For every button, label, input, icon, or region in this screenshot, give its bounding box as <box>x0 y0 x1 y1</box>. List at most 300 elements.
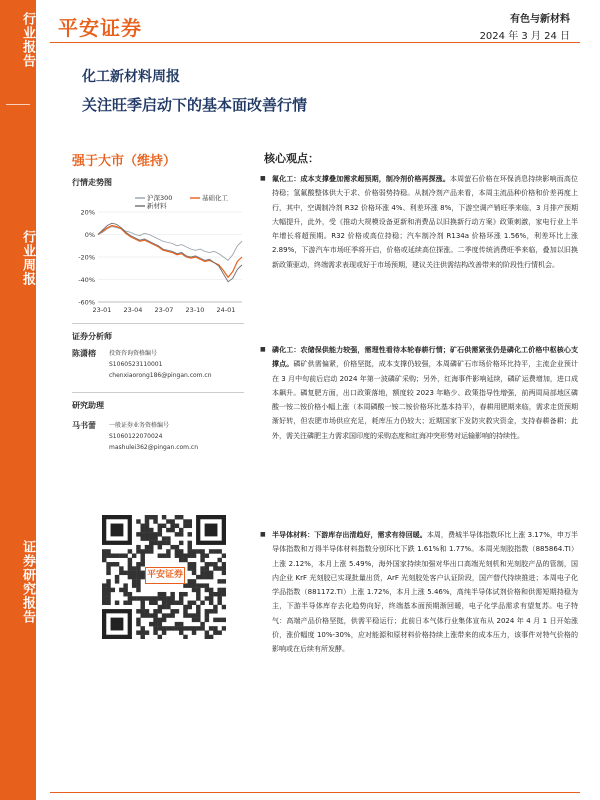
qr-module <box>183 613 187 617</box>
qr-module <box>192 579 196 583</box>
qr-module <box>209 635 213 639</box>
qr-module <box>209 609 213 613</box>
qr-module <box>209 571 213 575</box>
qr-module <box>140 562 144 566</box>
qr-module <box>170 596 174 600</box>
logo: 平安证券 <box>58 16 142 40</box>
qr-module <box>170 519 174 523</box>
qr-module <box>123 583 127 587</box>
qr-module <box>179 622 183 626</box>
qr-module <box>145 519 149 523</box>
sidebar-band <box>0 0 36 800</box>
analyst-license-label: 投资咨询资格编号 <box>109 350 158 357</box>
qr-module <box>192 626 196 630</box>
paragraph-phosphorus <box>260 343 579 443</box>
qr-module <box>162 618 166 622</box>
qr-module <box>140 558 144 562</box>
qr-module <box>196 626 200 630</box>
qr-module <box>123 601 127 605</box>
qr-module <box>188 549 192 553</box>
qr-module <box>166 553 170 557</box>
qr-module <box>140 524 144 528</box>
qr-module <box>196 549 200 553</box>
qr-module <box>166 541 170 545</box>
qr-module <box>149 596 153 600</box>
qr-module <box>188 613 192 617</box>
qr-module <box>192 601 196 605</box>
qr-module <box>205 613 209 617</box>
qr-module <box>200 622 204 626</box>
qr-module <box>106 601 110 605</box>
qr-module <box>145 596 149 600</box>
qr-module <box>140 609 144 613</box>
qr-module <box>162 515 166 519</box>
qr-module <box>205 566 209 570</box>
qr-module <box>140 528 144 532</box>
qr-module <box>205 588 209 592</box>
qr-module <box>162 613 166 617</box>
qr-module <box>136 532 140 536</box>
qr-module <box>149 622 153 626</box>
qr-module <box>205 553 209 557</box>
series-line <box>98 227 242 261</box>
qr-module <box>115 553 119 557</box>
qr-module <box>209 562 213 566</box>
qr-module <box>102 592 106 596</box>
legend-label: 沪深300 <box>147 194 173 202</box>
qr-module <box>153 626 157 630</box>
qr-module <box>222 626 226 630</box>
qr-module <box>115 601 119 605</box>
qr-module <box>102 596 106 600</box>
qr-module <box>136 545 140 549</box>
qr-module <box>192 549 196 553</box>
qr-module <box>188 579 192 583</box>
qr-module <box>166 536 170 540</box>
qr-module <box>136 618 140 622</box>
qr-module <box>136 630 140 634</box>
qr-module <box>158 532 162 536</box>
qr-module <box>200 558 204 562</box>
qr-module <box>149 528 153 532</box>
qr-module <box>136 519 140 523</box>
qr-module <box>136 588 140 592</box>
qr-module <box>153 515 157 519</box>
bullet-icon: ■ <box>260 346 266 353</box>
qr-module <box>162 626 166 630</box>
y-tick-label: 20% <box>80 208 95 217</box>
qr-module <box>119 588 123 592</box>
qr-module <box>196 588 200 592</box>
qr-module <box>170 592 174 596</box>
qr-module <box>175 524 179 528</box>
qr-module <box>140 605 144 609</box>
qr-module <box>175 553 179 557</box>
qr-module <box>196 583 200 587</box>
qr-module <box>196 596 200 600</box>
qr-module <box>158 622 162 626</box>
qr-module <box>170 524 174 528</box>
qr-module <box>145 532 149 536</box>
qr-module <box>192 553 196 557</box>
qr-module <box>149 545 153 549</box>
qr-module <box>209 575 213 579</box>
qr-module <box>205 609 209 613</box>
qr-module <box>196 609 200 613</box>
qr-module <box>179 558 183 562</box>
qr-module <box>170 609 174 613</box>
chart-section-label: 行情走势图 <box>72 178 112 187</box>
qr-module <box>132 575 136 579</box>
analysts-section-label: 证券分析师 <box>72 332 112 341</box>
qr-module <box>217 630 221 634</box>
analyst-name: 陈潇榕 <box>72 349 96 358</box>
qr-module <box>106 549 110 553</box>
qr-module <box>162 553 166 557</box>
qr-module <box>132 579 136 583</box>
paragraph-fluorine <box>260 172 579 272</box>
qr-module <box>102 558 106 562</box>
qr-module <box>149 515 153 519</box>
qr-module <box>158 545 162 549</box>
sidebar-label-report-type: 行业报告 <box>20 12 35 68</box>
qr-module <box>145 630 149 634</box>
qr-module <box>170 626 174 630</box>
qr-module <box>192 618 196 622</box>
qr-module <box>136 622 140 626</box>
footer-rule <box>50 792 580 793</box>
qr-module <box>115 562 119 566</box>
qr-module <box>136 562 140 566</box>
qr-module <box>200 626 204 630</box>
qr-module <box>209 549 213 553</box>
qr-module <box>153 613 157 617</box>
qr-module <box>179 592 183 596</box>
qr-module <box>140 553 144 557</box>
analyst-entry <box>72 348 247 388</box>
qr-module <box>200 575 204 579</box>
qr-module <box>222 571 226 575</box>
qr-module <box>217 618 221 622</box>
qr-module <box>145 613 149 617</box>
qr-module <box>183 605 187 609</box>
qr-module <box>153 609 157 613</box>
qr-module <box>222 566 226 570</box>
qr-module <box>145 545 149 549</box>
core-points-title: 核心观点： <box>264 152 319 165</box>
qr-module <box>205 596 209 600</box>
qr-module <box>140 626 144 630</box>
qr-module <box>179 528 183 532</box>
qr-module <box>136 566 140 570</box>
qr-module <box>213 566 217 570</box>
qr-module <box>175 549 179 553</box>
paragraph-body: 磷矿供需偏紧，价格坚挺，成本支撑仍较强，本周磷矿石市场价格环比持平，主流企业预计在 3 月中旬前后启动 2024 年第一波磷矿采购；另外，红海事件影响延续，磷矿运费增加，进口成本飙升。磷复肥方面，出口政策落地，额度较 2023 年略少、政策指导性增强，前两周局部地区磷酸一铵二铵价格小幅上涨（本周磷酸一铵二铵价格环比基本持平），春耕用肥期来临，需求走货预期渐好转，但农肥市场供应充足，耗库压力仍较大；近期国家下发防灾救灾资金，支持春耕备耕；此外，需关注磷肥主力需求国印度的采购态度和红海冲突形势对运输影响的持续性。 <box>272 360 579 440</box>
qr-module <box>145 524 149 528</box>
qr-module <box>149 541 153 545</box>
y-tick-label: -60% <box>78 298 95 307</box>
qr-module <box>132 566 136 570</box>
qr-module <box>140 532 144 536</box>
qr-module <box>162 536 166 540</box>
qr-module <box>188 626 192 630</box>
qr-module <box>136 575 140 579</box>
qr-module <box>209 592 213 596</box>
y-tick-label: -40% <box>78 276 95 284</box>
qr-module <box>106 566 110 570</box>
x-tick-label: 23-07 <box>154 306 174 314</box>
x-tick-label: 23-01 <box>92 306 112 314</box>
qr-module <box>166 613 170 617</box>
qr-module <box>136 583 140 587</box>
qr-module <box>183 524 187 528</box>
qr-module <box>106 588 110 592</box>
qr-module <box>158 635 162 639</box>
qr-module <box>111 588 115 592</box>
qr-module <box>213 549 217 553</box>
qr-module <box>153 622 157 626</box>
qr-module <box>209 588 213 592</box>
qr-module <box>188 532 192 536</box>
qr-module <box>217 588 221 592</box>
assistant-email[interactable]: mashulei362@pingan.com.cn <box>109 444 199 451</box>
qr-module <box>179 532 183 536</box>
bullet-icon: ■ <box>260 531 266 538</box>
qr-module <box>205 571 209 575</box>
qr-module <box>188 545 192 549</box>
paragraph-body: 本周，费城半导体指数环比上涨 3.17%，申万半导体指数和万得半导体材料指数分别环比下跌 1.61%和 1.77%。本周光刻胶指数（885864.TI）上涨 2.12%，本月上涨 5.49%，海外国家持续加强对华出口高端光刻机和光刻胶产品的管制，国内企业 KrF 光刻胶已实现批量出货，ArF 光刻胶处客户认证阶段，国产替代持续推进；本周电子化学品指数（881172.TI）上涨 1.72%，本月上涨 5.46%，高纯半导体试剂价格和供需短期持稳为主，下游半导体库存去化趋势向好，终端基本面预期渐回暖，电子化学品需求有望复苏。电子特气：高端产品价格坚挺，供需平稳运行；此前日本气体行业集体宣布从 2024 年 4 月 1 日开始涨价，涨价幅度 10%-30%，应对能源和原材料价格持续上涨带来的成本压力，该事件对特气价格的影响或在后续有所发酵。 <box>272 531 578 654</box>
assistants-section-label: 研究助理 <box>72 401 104 410</box>
qr-module <box>136 609 140 613</box>
qr-module <box>128 571 132 575</box>
market-trend-chart <box>70 190 250 320</box>
qr-module <box>153 541 157 545</box>
qr-module <box>166 626 170 630</box>
qr-module <box>209 626 213 630</box>
qr-module <box>123 588 127 592</box>
qr-module <box>158 592 162 596</box>
qr-module <box>111 553 115 557</box>
qr-module <box>132 553 136 557</box>
qr-module <box>102 588 106 592</box>
qr-module <box>158 524 162 528</box>
industry-label: 有色与新材料 <box>510 14 570 25</box>
qr-module <box>119 571 123 575</box>
qr-module <box>183 583 187 587</box>
analyst-license-number: S1060523110001 <box>109 361 163 368</box>
qr-module <box>140 536 144 540</box>
legend-label: 新材料 <box>147 202 167 210</box>
qr-module <box>106 553 110 557</box>
qr-module <box>222 562 226 566</box>
qr-module <box>217 566 221 570</box>
qr-module <box>213 609 217 613</box>
qr-module <box>183 519 187 523</box>
qr-module <box>136 549 140 553</box>
qr-module <box>128 558 132 562</box>
qr-module <box>192 613 196 617</box>
qr-module <box>192 562 196 566</box>
qr-module <box>153 596 157 600</box>
qr-module <box>188 601 192 605</box>
qr-module <box>188 583 192 587</box>
qr-module <box>106 583 110 587</box>
qr-module <box>222 618 226 622</box>
qr-module <box>123 592 127 596</box>
qr-module <box>179 626 183 630</box>
qr-module <box>145 528 149 532</box>
qr-module <box>183 558 187 562</box>
qr-module <box>192 571 196 575</box>
qr-module <box>188 562 192 566</box>
qr-module <box>179 630 183 634</box>
qr-module <box>153 519 157 523</box>
qr-module <box>209 601 213 605</box>
qr-module <box>205 583 209 587</box>
paragraph-heading: 磷化工：农储保供能力较强，需理性看待本轮春耕行情；矿石供需紧张仍是磷化工价格中枢核心支撑点。 <box>272 346 578 369</box>
qr-module <box>102 553 106 557</box>
qr-module <box>175 515 179 519</box>
qr-module <box>145 536 149 540</box>
qr-module <box>162 524 166 528</box>
qr-module <box>175 626 179 630</box>
qr-module <box>200 549 204 553</box>
analyst-email[interactable]: chenxiaorong186@pingan.com.cn <box>109 372 212 379</box>
qr-module <box>179 601 183 605</box>
qr-module <box>102 583 106 587</box>
qr-module <box>153 601 157 605</box>
sidebar-label-research: 证券研究报告 <box>20 540 35 624</box>
qr-module <box>222 605 226 609</box>
qr-module <box>102 549 106 553</box>
qr-module <box>115 575 119 579</box>
qr-module <box>128 601 132 605</box>
legend-label: 基础化工 <box>202 194 228 202</box>
qr-module <box>136 596 140 600</box>
qr-module <box>149 532 153 536</box>
qr-module <box>200 553 204 557</box>
qr-module <box>213 592 217 596</box>
qr-module <box>175 622 179 626</box>
qr-module <box>140 549 144 553</box>
qr-module <box>205 618 209 622</box>
qr-module <box>162 605 166 609</box>
x-tick-label: 24-01 <box>216 306 236 314</box>
qr-module <box>183 609 187 613</box>
qr-module <box>128 566 132 570</box>
qr-module <box>158 553 162 557</box>
qr-module <box>158 541 162 545</box>
sidebar-divider <box>6 104 30 105</box>
qr-module <box>136 571 140 575</box>
qr-module <box>200 583 204 587</box>
qr-module <box>213 605 217 609</box>
qr-module <box>192 583 196 587</box>
qr-module <box>158 626 162 630</box>
qr-module <box>183 592 187 596</box>
qr-module <box>149 613 153 617</box>
x-tick-label: 23-10 <box>185 306 205 314</box>
qr-module <box>170 545 174 549</box>
qr-module <box>213 626 217 630</box>
qr-finder-pattern <box>111 618 124 631</box>
qr-module <box>217 579 221 583</box>
qr-module <box>188 541 192 545</box>
qr-module <box>140 635 144 639</box>
qr-module <box>188 566 192 570</box>
qr-module <box>123 571 127 575</box>
x-tick-label: 23-04 <box>123 306 143 314</box>
qr-module <box>217 596 221 600</box>
bullet-icon: ■ <box>260 175 266 182</box>
qr-module <box>200 566 204 570</box>
qr-module <box>213 618 217 622</box>
paragraph-heading: 氟化工：成本支撑叠加需求超预期，制冷剂价格再探涨。 <box>272 175 450 183</box>
qr-module <box>170 613 174 617</box>
qr-logo-text: 平安证券 <box>145 567 185 584</box>
assistant-license-number: S1060122070024 <box>109 433 163 440</box>
qr-module <box>205 630 209 634</box>
qr-module <box>200 601 204 605</box>
qr-module <box>158 609 162 613</box>
qr-module <box>200 571 204 575</box>
qr-module <box>140 601 144 605</box>
qr-module <box>153 630 157 634</box>
paragraph-semiconductor <box>260 528 578 657</box>
qr-module <box>205 562 209 566</box>
qr-module <box>217 601 221 605</box>
qr-module <box>196 575 200 579</box>
qr-module <box>188 553 192 557</box>
qr-module <box>222 553 226 557</box>
divider <box>72 323 244 324</box>
qr-module <box>179 596 183 600</box>
qr-module <box>132 596 136 600</box>
qr-module <box>158 618 162 622</box>
qr-module <box>145 515 149 519</box>
qr-module <box>128 562 132 566</box>
qr-module <box>205 635 209 639</box>
qr-module <box>149 601 153 605</box>
qr-module <box>106 596 110 600</box>
qr-module <box>153 532 157 536</box>
qr-module <box>136 579 140 583</box>
qr-module <box>145 609 149 613</box>
qr-module <box>106 592 110 596</box>
qr-module <box>158 605 162 609</box>
qr-module <box>153 618 157 622</box>
qr-module <box>166 549 170 553</box>
qr-module <box>196 592 200 596</box>
qr-finder-pattern <box>205 524 218 537</box>
qr-module <box>183 635 187 639</box>
qr-module <box>162 630 166 634</box>
sidebar-label-weekly: 行业周报 <box>20 230 35 286</box>
qr-module <box>183 626 187 630</box>
qr-module <box>183 553 187 557</box>
qr-module <box>158 528 162 532</box>
qr-module <box>106 571 110 575</box>
qr-module <box>188 519 192 523</box>
page-title: 关注旺季启动下的基本面改善行情 <box>82 96 308 114</box>
qr-module <box>192 630 196 634</box>
qr-module <box>205 575 209 579</box>
qr-module <box>166 596 170 600</box>
qr-module <box>196 613 200 617</box>
qr-module <box>140 613 144 617</box>
qr-module <box>119 553 123 557</box>
qr-module <box>179 549 183 553</box>
